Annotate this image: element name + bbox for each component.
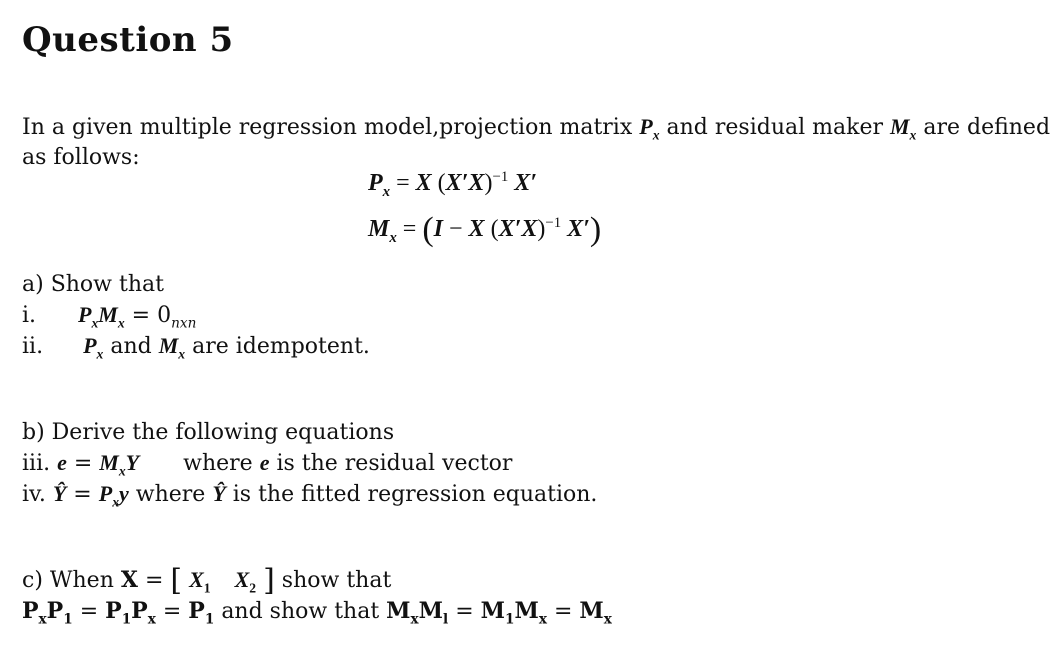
- part-a-item-ii: ii. $P_x$ and $M_x$ are idempotent.: [22, 333, 370, 362]
- intro-text-a: In a given multiple regression model,projection matrix: [22, 115, 640, 140]
- item-i-expression: $P_xM_x$: [78, 302, 125, 331]
- intro-text-c: are defined: [916, 115, 1050, 140]
- intro-line-1: [22, 114, 1050, 141]
- part-a-heading: a) Show that: [22, 272, 164, 297]
- intro-line-2: as follows:: [22, 145, 140, 170]
- residual-maker-symbol: $M_x$: [889, 114, 917, 143]
- item-label: i.: [22, 303, 37, 328]
- part-b-item-iii: iii. $e = M_xY$ where e is the residual vector: [22, 450, 513, 479]
- item-label: ii.: [22, 334, 44, 359]
- intro-text-b: and residual maker: [659, 115, 890, 140]
- equation-residual-maker: $M_x = (I - X$ $(X'X)^{-1}$ X′): [368, 211, 602, 248]
- projection-matrix-symbol: $P_x$: [639, 114, 660, 143]
- part-c-line-1: c) When X = [ $X_1$ $X_2$ ] show that: [22, 563, 392, 598]
- equation-projection: $P_x = X$ $(X'X)^{-1}$ X′: [368, 169, 538, 200]
- question-title: Question 5: [22, 20, 234, 60]
- part-c-line-2: $P_xP_1 = P_1P_x = P_1$ and show that $M_xM_l = M_1M_x = M_x$: [22, 598, 612, 628]
- part-a-item-i: i. $P_xM_x = 0_{nxn}$: [22, 302, 197, 332]
- part-b-item-iv: iv. Ŷ = $P_xy$ where Ŷ is the fitted regression equation.: [22, 481, 598, 510]
- part-b-heading: b) Derive the following equations: [22, 420, 395, 445]
